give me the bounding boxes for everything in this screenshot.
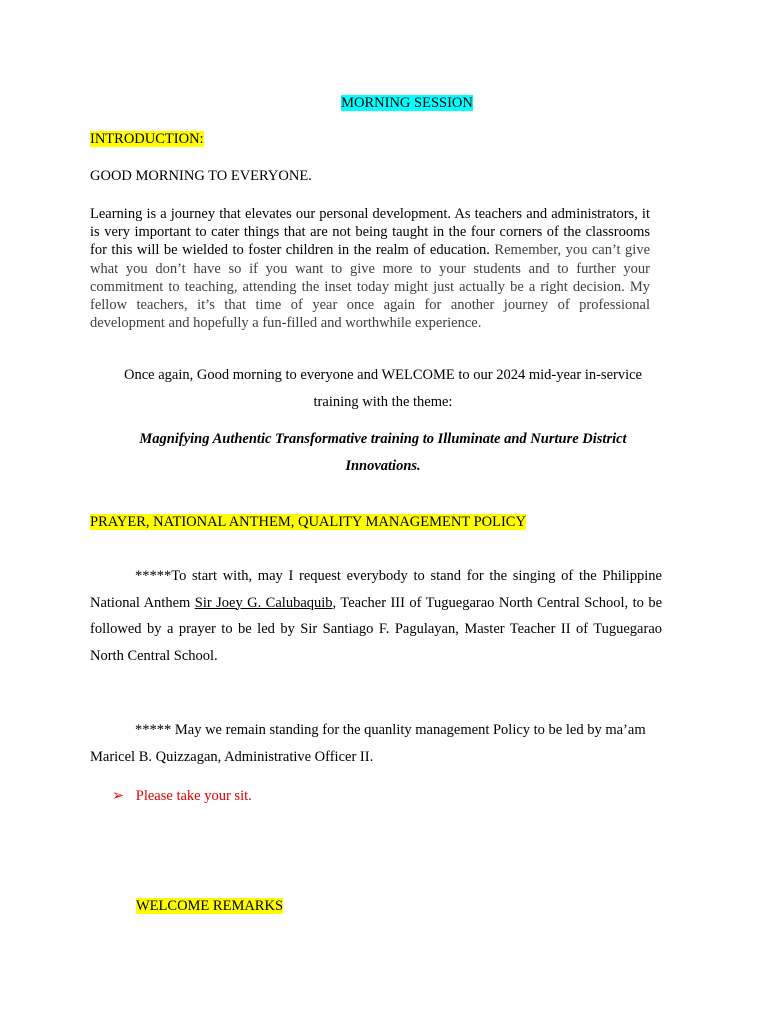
greeting-line: GOOD MORNING TO EVERYONE. — [90, 168, 312, 184]
morning-session-heading: MORNING SESSION — [341, 95, 473, 111]
intro-paragraph: Learning is a journey that elevates our personal development. As teachers and administrators, it is very important to cater things that are not being taught in the four corners of the classrooms for this will be wielded to foster children in the realm of education. Remember, you can’t give what you don’t have so if you want to give more to your students and to further your commitment to teaching, attending the inset today might just actually be a right decision. My fellow teachers, it’s that time of year once again for another journey of professional development and hopefully a fun-filled and worthwhile experience. — [90, 206, 651, 332]
anthem-leader-name: Sir Joey G. Calubaquib — [194, 594, 333, 611]
arrow-bullet-icon: ➢ — [112, 788, 125, 804]
policy-paragraph: ***** May we remain standing for the quanlity management Policy to be led by ma’am Maricel B. Quizzagan, Administrative Officer II. — [90, 722, 646, 765]
bullet-item — [112, 787, 252, 805]
sit-instruction: Please take your sit. — [135, 788, 252, 804]
welcome-remarks-heading: WELCOME REMARKS — [136, 898, 284, 914]
introduction-heading: INTRODUCTION: — [90, 131, 204, 147]
anthem-paragraph: *****To start with, may I request everybody to stand for the singing of the Philippine National Anthem Sir Joey G. Calubaquib, Teacher III of Tuguegarao North Central School, to be followed by a prayer to be led by Sir Santiago F. Pagulayan, Master Teacher II of Tuguegarao North Central School. — [90, 568, 663, 664]
theme-text: Magnifying Authentic Transformative training to Illuminate and Nurture District Innovations. — [139, 431, 627, 474]
prayer-heading: PRAYER, NATIONAL ANTHEM, QUALITY MANAGEMENT POLICY — [90, 514, 526, 530]
welcome-line: Once again, Good morning to everyone and WELCOME to our 2024 mid-year in-service training with the theme: — [124, 367, 642, 410]
